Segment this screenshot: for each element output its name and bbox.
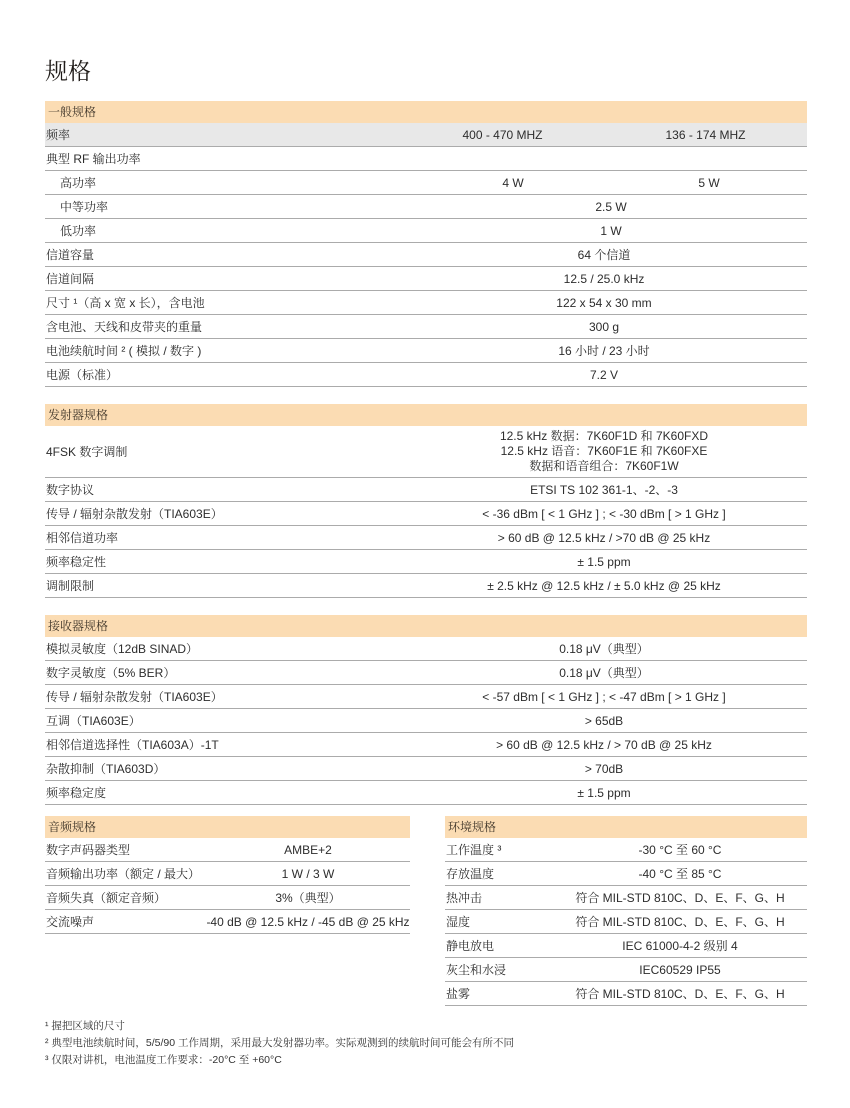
row-label: 频率稳定度 [46,785,107,800]
table-row [45,123,807,147]
footnote: ² 典型电池续航时间，5/5/90 工作周期，采用最大发射器功率。实际观测到的续航时间可能会有所不同 [45,1037,515,1049]
section-header-environment: 环境规格 [445,816,807,838]
table-row [45,195,807,219]
row-label: 数字协议 [46,482,95,497]
row-value: 符合 MIL-STD 810C、D、E、F、G、H [575,987,785,1001]
row-label: 传导 / 辐射杂散发射（TIA603E） [46,689,223,704]
row-value: > 60 dB @ 12.5 kHz / > 70 dB @ 25 kHz [496,737,712,752]
row-value: -30 °C 至 60 °C [638,843,722,857]
table-row [45,709,807,733]
row-value: < -57 dBm [ < 1 GHz ] ; < -47 dBm [ > 1 GHz ] [482,689,726,704]
row-label: 数字声码器类型 [46,842,131,857]
row-label: 交流噪声 [46,914,95,929]
row-label: 盐雾 [446,986,471,1001]
table-row [445,982,807,1006]
row-label: 灰尘和水浸 [446,962,507,977]
table-row [45,661,807,685]
table-row [45,363,807,387]
section-environment [445,816,807,1006]
table-row [45,685,807,709]
row-value: ± 2.5 kHz @ 12.5 kHz / ± 5.0 kHz @ 25 kHz [487,578,721,593]
table-row [45,502,807,526]
row-label: 静电放电 [446,938,495,953]
row-label: 信道容量 [46,247,95,262]
table-row [445,862,807,886]
section-header-audio: 音频规格 [45,816,410,838]
table-row [445,838,807,862]
row-value: 1 W / 3 W [281,866,335,881]
row-value: ± 1.5 ppm [577,785,631,800]
table-row [45,147,807,171]
row-label: 低功率 [60,223,97,238]
page-title: 规格 [45,58,91,84]
row-label: 热冲击 [446,890,483,905]
table-row [45,550,807,574]
row-value: 符合 MIL-STD 810C、D、E、F、G、H [575,915,785,929]
section-header-receiver: 接收器规格 [45,615,807,637]
row-value: 16 小时 / 23 小时 [558,344,650,358]
row-value: 1 W [600,223,622,238]
row-value: 12.5 / 25.0 kHz [563,271,645,286]
row-value: AMBE+2 [284,842,332,857]
table-row [45,910,410,934]
table-row [45,733,807,757]
row-label: 频率稳定性 [46,554,107,569]
row-value: 2.5 W [595,199,627,214]
row-value [401,429,807,474]
row-label: 高功率 [60,175,97,190]
table-row [45,637,807,661]
row-label: 数字灵敏度（5% BER） [46,665,176,680]
row-label: 尺寸 ¹（高 x 宽 x 长），含电池 [46,295,205,310]
table-row [45,781,807,805]
row-value: < -36 dBm [ < 1 GHz ] ; < -30 dBm [ > 1 GHz ] [482,506,726,521]
row-value: 0.18 μV（典型） [559,666,649,680]
row-value: IEC 61000-4-2 级别 4 [622,939,738,953]
row-label: 相邻信道功率 [46,530,119,545]
row-value: 7.2 V [589,367,619,382]
row-value-line: 数据和语音组合：7K60F1W [529,459,679,473]
footnotes [45,1018,850,1069]
table-row [45,267,807,291]
table-row [45,526,807,550]
row-value: 300 g [588,319,620,334]
section-general [45,101,807,387]
row-value: > 70dB [584,761,624,776]
section-header-general: 一般规格 [45,101,807,123]
row-value: 0.18 μV（典型） [559,642,649,656]
table-row [45,339,807,363]
table-row [45,291,807,315]
section-receiver [45,615,807,805]
table-row [45,315,807,339]
row-value: 5 W [698,175,720,190]
row-value: 3%（典型） [275,891,341,905]
footnote: ¹ 握把区域的尺寸 [45,1020,125,1032]
table-row [45,757,807,781]
row-label: 典型 RF 输出功率 [46,151,141,166]
table-row [45,426,807,478]
row-label: 调制限制 [46,578,95,593]
table-row [45,838,410,862]
row-label: 存放温度 [446,866,495,881]
table-row [45,886,410,910]
row-value: -40 °C 至 85 °C [638,867,722,881]
row-value-line: 12.5 kHz 语音：7K60F1E 和 7K60FXE [500,444,708,458]
row-value: ± 1.5 ppm [577,554,631,569]
row-label: 工作温度 ³ [446,842,502,857]
table-row [445,958,807,982]
row-value: 符合 MIL-STD 810C、D、E、F、G、H [575,891,785,905]
section-audio [45,816,410,1006]
table-row [45,574,807,598]
row-value: 4 W [502,175,524,190]
table-row [445,934,807,958]
row-label: 湿度 [446,914,471,929]
row-label: 频率 [46,127,71,142]
table-row [445,910,807,934]
table-row [445,886,807,910]
row-value: > 65dB [584,713,624,728]
row-label: 电池续航时间 ² ( 模拟 / 数字 ) [46,343,202,358]
row-label: 音频输出功率（额定 / 最大） [46,866,201,881]
section-transmitter [45,404,807,598]
row-label: 4FSK 数字调制 [46,444,128,459]
table-row [45,478,807,502]
row-value: 122 x 54 x 30 mm [556,295,652,310]
table-row [45,862,410,886]
row-label: 相邻信道选择性（TIA603A）-1T [46,737,219,752]
row-value: 400 - 470 MHZ [462,127,543,142]
row-value: 64 个信道 [577,248,631,262]
bottom-columns [45,816,807,1006]
footnote: ³ 仅限对讲机，电池温度工作要求：-20°C 至 +60°C [45,1054,282,1066]
row-label: 杂散抑制（TIA603D） [46,761,166,776]
section-header-transmitter: 发射器规格 [45,404,807,426]
row-label: 音频失真（额定音频） [46,890,167,905]
row-value-line: 12.5 kHz 数据：7K60F1D 和 7K60FXD [499,429,709,443]
table-row [45,219,807,243]
row-label: 中等功率 [60,199,109,214]
row-value: ETSI TS 102 361-1、-2、-3 [530,483,678,497]
row-value: 136 - 174 MHZ [665,127,746,142]
row-label: 信道间隔 [46,271,95,286]
row-value: IEC60529 IP55 [639,962,721,977]
table-row [45,243,807,267]
row-value: -40 dB @ 12.5 kHz / -45 dB @ 25 kHz [206,914,410,929]
row-label: 电源（标准） [46,367,119,382]
row-label: 互调（TIA603E） [46,713,141,728]
table-row [45,171,807,195]
row-label: 含电池、天线和皮带夹的重量 [46,319,203,334]
row-label: 模拟灵敏度（12dB SINAD） [46,641,199,656]
row-value: > 60 dB @ 12.5 kHz / >70 dB @ 25 kHz [497,530,711,545]
row-label: 传导 / 辐射杂散发射（TIA603E） [46,506,223,521]
